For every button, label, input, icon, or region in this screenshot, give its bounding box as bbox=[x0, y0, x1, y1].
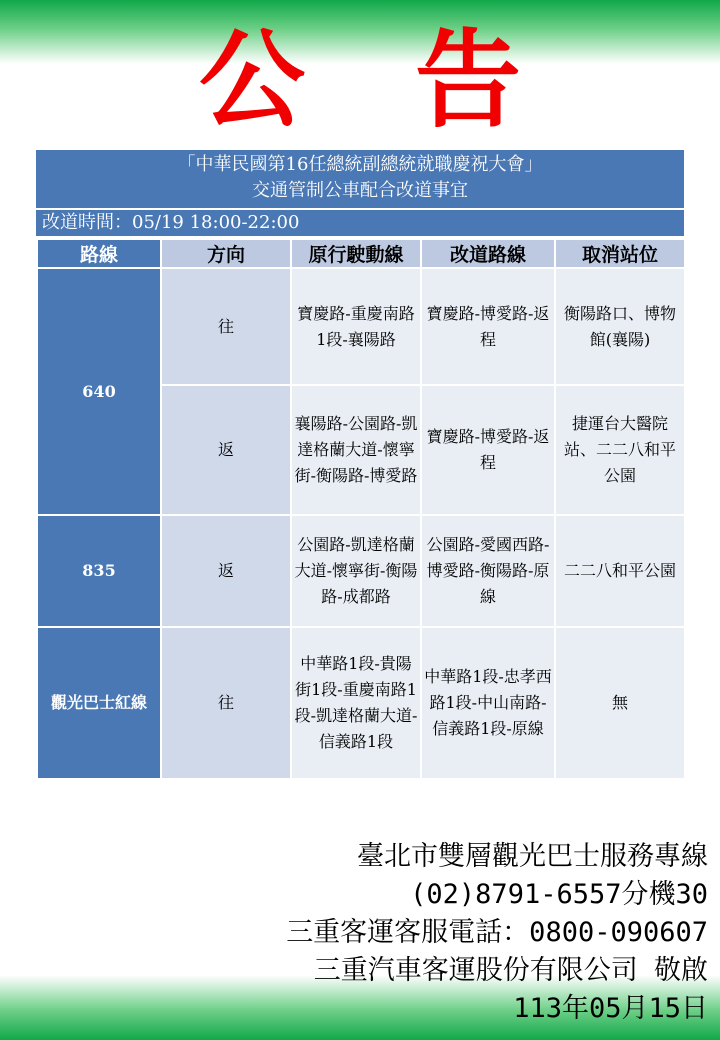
route-cell: 835 bbox=[37, 515, 161, 627]
detour-time: 改道時間：05/19 18:00-22:00 bbox=[36, 210, 684, 238]
direction-cell: 往 bbox=[161, 627, 291, 779]
detour-table bbox=[36, 238, 686, 780]
contact-block bbox=[286, 838, 708, 1028]
notice-table-block bbox=[36, 150, 684, 780]
cancelled-stops-cell: 衡陽路口、博物館(襄陽) bbox=[555, 268, 685, 385]
route-cell: 640 bbox=[37, 268, 161, 515]
cancelled-stops-cell: 捷運台大醫院站、二二八和平公園 bbox=[555, 385, 685, 515]
announcement-headline: 公告 bbox=[199, 17, 631, 142]
original-route-cell: 襄陽路-公園路-凱達格蘭大道-懷寧街-衡陽路-博愛路 bbox=[291, 385, 421, 515]
detour-route-cell: 寶慶路-博愛路-返程 bbox=[421, 385, 555, 515]
notice-date: 113年05月15日 bbox=[513, 993, 708, 1024]
original-route-cell: 寶慶路-重慶南路1段-襄陽路 bbox=[291, 268, 421, 385]
column-header-direction: 方向 bbox=[161, 239, 291, 268]
direction-cell: 往 bbox=[161, 268, 291, 385]
hotline-number: (02)8791-6557分機30 bbox=[410, 879, 708, 910]
direction-cell: 返 bbox=[161, 385, 291, 515]
column-header-route: 路線 bbox=[37, 239, 161, 268]
table-header-row bbox=[37, 239, 685, 268]
customer-service-phone: 三重客運客服電話：0800-090607 bbox=[286, 917, 708, 948]
notice-title-line2: 交通管制公車配合改道事宜 bbox=[252, 180, 468, 201]
route-cell: 觀光巴士紅線 bbox=[37, 627, 161, 779]
table-row bbox=[37, 268, 685, 385]
direction-cell: 返 bbox=[161, 515, 291, 627]
notice-title-line1: 「中華民國第16任總統副總統就職慶祝大會」 bbox=[177, 154, 543, 175]
cancelled-stops-cell: 無 bbox=[555, 627, 685, 779]
detour-route-cell: 寶慶路-博愛路-返程 bbox=[421, 268, 555, 385]
column-header-cancelled: 取消站位 bbox=[555, 239, 685, 268]
table-row bbox=[37, 627, 685, 779]
original-route-cell: 公園路-凱達格蘭大道-懷寧街-衡陽路-成都路 bbox=[291, 515, 421, 627]
notice-title bbox=[36, 150, 684, 210]
column-header-original: 原行駛動線 bbox=[291, 239, 421, 268]
hotline-title: 臺北市雙層觀光巴士服務專線 bbox=[357, 841, 708, 872]
column-header-detour: 改道路線 bbox=[421, 239, 555, 268]
detour-route-cell: 中華路1段-忠孝西路1段-中山南路-信義路1段-原線 bbox=[421, 627, 555, 779]
original-route-cell: 中華路1段-貴陽街1段-重慶南路1段-凱達格蘭大道-信義路1段 bbox=[291, 627, 421, 779]
company-signature: 三重汽車客運股份有限公司 敬啟 bbox=[313, 955, 708, 986]
table-row bbox=[37, 515, 685, 627]
cancelled-stops-cell: 二二八和平公園 bbox=[555, 515, 685, 627]
detour-route-cell: 公園路-愛國西路-博愛路-衡陽路-原線 bbox=[421, 515, 555, 627]
